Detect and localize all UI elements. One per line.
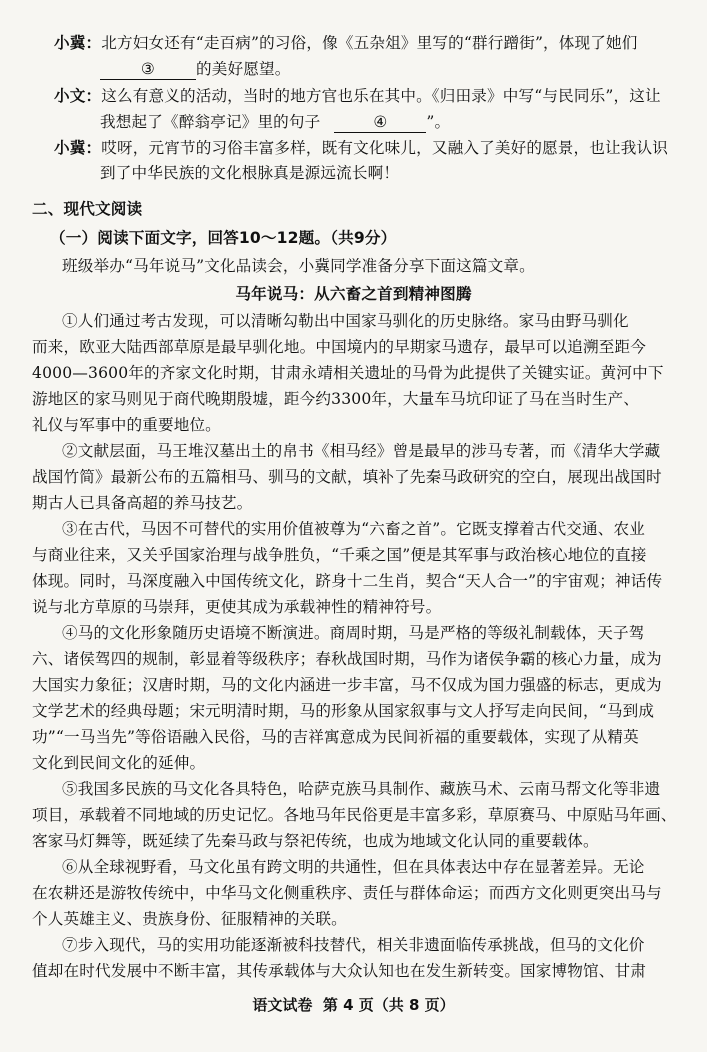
speaker: 小冀： [54,139,102,157]
dialogue-text: ”。 [426,113,451,131]
footer-subject: 语文试卷 [252,996,313,1014]
dialogue-line-2b [100,110,450,134]
dialogue-line-1a [54,31,638,55]
dialogue-text: 这么有意义的活动，当时的地方官也乐在其中。《归田录》中写“与民同乐”，这让 [101,87,661,105]
article-line: 客家马灯舞等，既延续了先秦马政与祭祀传统，也成为地域文化认同的重要载体。 [32,832,599,850]
article-line: 文学艺术的经典母题；宋元明清时期，马的形象从国家叙事与文人抒写走向民间，“马到成 [32,702,655,720]
article-line: 六、诸侯驾四的规制，彰显着等级秩序；春秋战国时期，马作为诸侯争霸的核心力量，成为 [32,650,662,668]
article-line: ④马的文化形象随历史语境不断演进。商周时期，马是严格的等级礼制载体，天子驾 [62,624,645,642]
dialogue-text: 北方妇女还有“走百病”的习俗，像《五杂俎》里写的“群行蹭街”，体现了她们 [101,34,638,52]
article-line: 礼仪与军事中的重要地位。 [32,416,221,434]
article-line: 而来，欧亚大陆西部草原是最早驯化地。中国境内的早期家马遗存，最早可以追溯至距今 [32,338,647,356]
article-line: 战国竹简》最新公布的五篇相马、驯马的文献，填补了先秦马政研究的空白，展现出战国时 [32,468,662,486]
dialogue-line-3a [54,136,668,160]
article-title: 马年说马：从六畜之首到精神图腾 [235,285,472,303]
article-line: 在农耕还是游牧传统中，中华马文化侧重秩序、责任与群体命运；而西方文化则更突出马与 [32,884,662,902]
article-line: 4000—3600年的齐家文化时期，甘肃永靖相关遗址的马骨为此提供了关键实证。黄河中下 [32,364,664,382]
article-line: 期古人已具备高超的养马技艺。 [32,494,253,512]
page-footer [0,994,707,1016]
speaker: 小冀： [54,34,102,52]
article-line: ⑤我国多民族的马文化各具特色，哈萨克族马具制作、藏族马术、云南马帮文化等非遗 [62,780,661,798]
dialogue-text: 的美好愿望。 [196,60,291,78]
article-line: ⑥从全球视野看，马文化虽有跨文明的共通性，但在具体表达中存在显著差异。无论 [62,858,645,876]
dialogue-text: 我想起了《醉翁亭记》里的句子 [100,113,321,131]
section-heading: 二、现代文阅读 [32,200,143,218]
article-line: ②文献层面，马王堆汉墓出土的帛书《相马经》曾是最早的涉马专著，而《清华大学藏 [62,442,661,460]
article-line: 个人英雄主义、贵族身份、征服精神的关联。 [32,910,347,928]
article-line: 游地区的家马则见于商代晚期殷墟，距今约3300年，大量车马坑印证了马在当时生产、 [32,390,640,408]
speaker: 小文： [54,87,102,105]
dialogue-line-3b [100,161,399,185]
article-line: 功”“一马当先”等俗语融入民俗，马的吉祥寓意成为民间祈福的重要载体，实现了从精英 [32,728,639,746]
section-subheading: （一）阅读下面文字，回答10～12题。（共9分） [50,229,397,247]
article-line: 体现。同时，马深度融入中国传统文化，跻身十二生肖，契合“天人合一”的宇宙观；神话传 [32,572,663,590]
article-line: 与商业往来，又关乎国家治理与战争胜负，“千乘之国”便是其军事与政治核心地位的直接 [32,546,647,564]
answer-blank-4[interactable]: ④ [334,113,426,133]
article-line: 文化到民间文化的延伸。 [32,754,206,772]
article-line: 大国实力象征；汉唐时期，马的文化内涵进一步丰富，马不仅成为国力强盛的标志，更成为 [32,676,662,694]
article-line: ⑦步入现代，马的实用功能逐渐被科技替代，相关非遗面临传承挑战，但马的文化价 [62,936,645,954]
article-line: 项目，承载着不同地域的历史记忆。各地马年民俗更是丰富多彩，草原赛马、中原贴马年画、 [32,806,677,824]
section-intro: 班级举办“马年说马”文化品读会，小冀同学准备分享下面这篇文章。 [62,257,535,275]
article-line: ①人们通过考古发现，可以清晰勾勒出中国家马驯化的历史脉络。家马由野马驯化 [62,312,629,330]
article-line: 值却在时代发展中不断丰富，其传承载体与大众认知也在发生新转变。国家博物馆、甘肃 [32,962,647,980]
dialogue-line-2a [54,84,661,108]
answer-blank-3[interactable]: ③ [100,60,196,80]
dialogue-text: 到了中华民族的文化根脉真是源远流长啊！ [100,164,400,182]
dialogue-line-1b [100,57,290,81]
article-line: 说与北方草原的马崇拜，更使其成为承载神性的精神符号。 [32,598,442,616]
article-line: ③在古代，马因不可替代的实用价值被尊为“六畜之首”。它既支撑着古代交通、农业 [62,520,646,538]
dialogue-text: 哎呀，元宵节的习俗丰富多样，既有文化味儿，又融入了美好的愿景，也让我认识 [101,139,669,157]
footer-page-number: 第 4 页（共 8 页） [322,996,455,1014]
